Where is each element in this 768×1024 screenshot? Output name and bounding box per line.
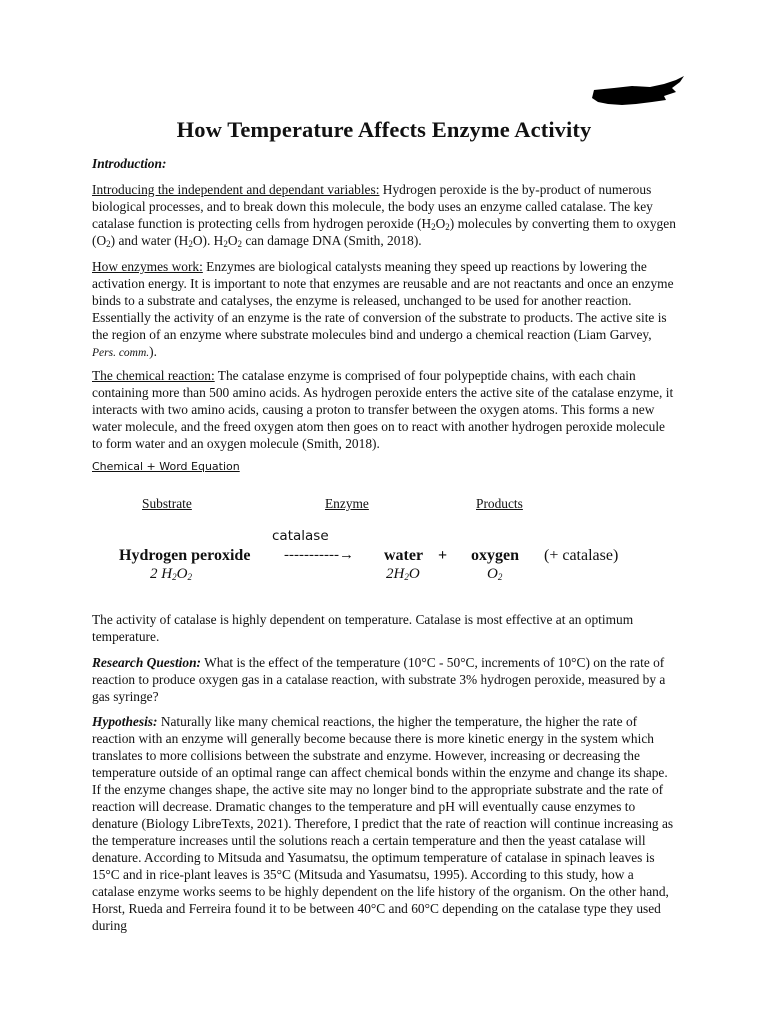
products-label: Products bbox=[476, 496, 523, 511]
paragraph-reaction: The chemical reaction: The catalase enzyme is comprised of four polypeptide chains, with each chain containing more than 500 amino acids. As hydrogen peroxide enters the active site of the catalase enzyme, it interacts with two amino acids, causing a proton to transfer between the oxygen atoms. This forms a new water molecule, and the freed oxygen atom then goes on to react with another hydrogen peroxide molecule to form water and an oxygen molecule (Smith, 2018). bbox=[92, 368, 674, 451]
plus-sign: + bbox=[438, 547, 448, 564]
label-reaction: The chemical reaction: bbox=[92, 368, 215, 383]
intro-heading: Introduction: bbox=[92, 156, 167, 171]
formula-reactant: 2 $H_2O_2$ bbox=[150, 566, 192, 582]
paragraph-enzymes: How enzymes work: Enzymes are biological catalysts meaning they speed up reactions by lowering the activation energy. It is important to note that enzymes are reusable and are not reactants and once an enzyme binds to a substrate and catalyses, the enzyme is released, unchanged to be used for another reaction. Essentially the activity of an enzyme is the rate of conversion of the substrate to products. The active site is the region of an enzyme where substrate molecules bind and undergo a chemical reaction (Liam Garvey, Pers. comm.). bbox=[92, 259, 674, 359]
catalase-label: catalase bbox=[272, 528, 329, 544]
paragraph-variables: Introducing the independent and dependant variables: Hydrogen peroxide is the by-product of numerous biological processes, and to break down this molecule, the body uses an enzyme called catalase. The key catalase function is protecting cells from hydrogen peroxide $(H_2O_2)$ molecules by converting them to oxygen $(O_2)$ and water $(H_2O)$. $H_2O_2$ can damage DNA (Smith, 2018). bbox=[92, 182, 676, 249]
label-enzymes: How enzymes work: bbox=[92, 259, 203, 274]
product-water: water bbox=[384, 547, 424, 564]
label-research-question: Research Question: bbox=[92, 655, 201, 670]
catalase-note: (+ catalase) bbox=[544, 547, 619, 564]
product-oxygen: oxygen bbox=[471, 547, 519, 564]
enzyme-label: Enzyme bbox=[325, 496, 369, 511]
label-variables: Introducing the independent and dependant variables: bbox=[92, 182, 380, 197]
paragraph-hypothesis: Hypothesis: Naturally like many chemical reactions, the higher the temperature, the higher the rate of reaction with an enzyme will generally become because there is more kinetic energy in the system which translates to more collisions between the substrate and enzyme. However, increasing or decreasing the temperature outside of an optimal range can affect chemical bonds within the enzyme and change its shape. If the enzyme changes shape, the active site may no longer bind to the appropriate substrate and the rate of reaction will decrease. Dramatic changes to the temperature and pH will eventually cause enzymes to denature (Biology LibreTexts, 2021). Therefore, I predict that the rate of reaction will continue increasing as the temperature increases until the solutions reach a certain temperature and then the yeast catalase will denature. According to Mitsuda and Yasumatsu, the optimum temperature of catalase in spinach leaves is 15°C and in rice-plant leaves is 35°C (Mitsuda and Yasumatsu, 1995). According to this study, how a catalase enzyme works seems to be highly dependent on the life history of the organism. On the other hand, Horst, Rueda and Ferreira found it to be between 40°C and 60°C depending on the catalase type they used during bbox=[92, 714, 674, 933]
page-title: How Temperature Affects Enzyme Activity bbox=[176, 117, 592, 142]
substrate-label: Substrate bbox=[142, 496, 192, 511]
label-hypothesis: Hypothesis: bbox=[92, 714, 158, 729]
reactant-name: Hydrogen peroxide bbox=[119, 547, 251, 564]
paragraph-activity: The activity of catalase is highly dependent on temperature. Catalase is most effective at an optimum temperature. bbox=[92, 612, 634, 644]
formula-oxygen: $O_2$ bbox=[487, 566, 503, 582]
formula-water: $2H_2O$ bbox=[386, 566, 420, 582]
equation-heading: Chemical + Word Equation bbox=[92, 460, 240, 473]
reaction-arrow: -----------→ bbox=[284, 547, 354, 563]
paragraph-research-question: Research Question: What is the effect of the temperature (10°C - 50°C, increments of 10°C) on the rate of reaction to produce oxygen gas in a catalase reaction, with substrate 3% hydrogen peroxide, measured by a gas syringe? bbox=[92, 655, 666, 704]
redaction-mark bbox=[592, 76, 688, 112]
